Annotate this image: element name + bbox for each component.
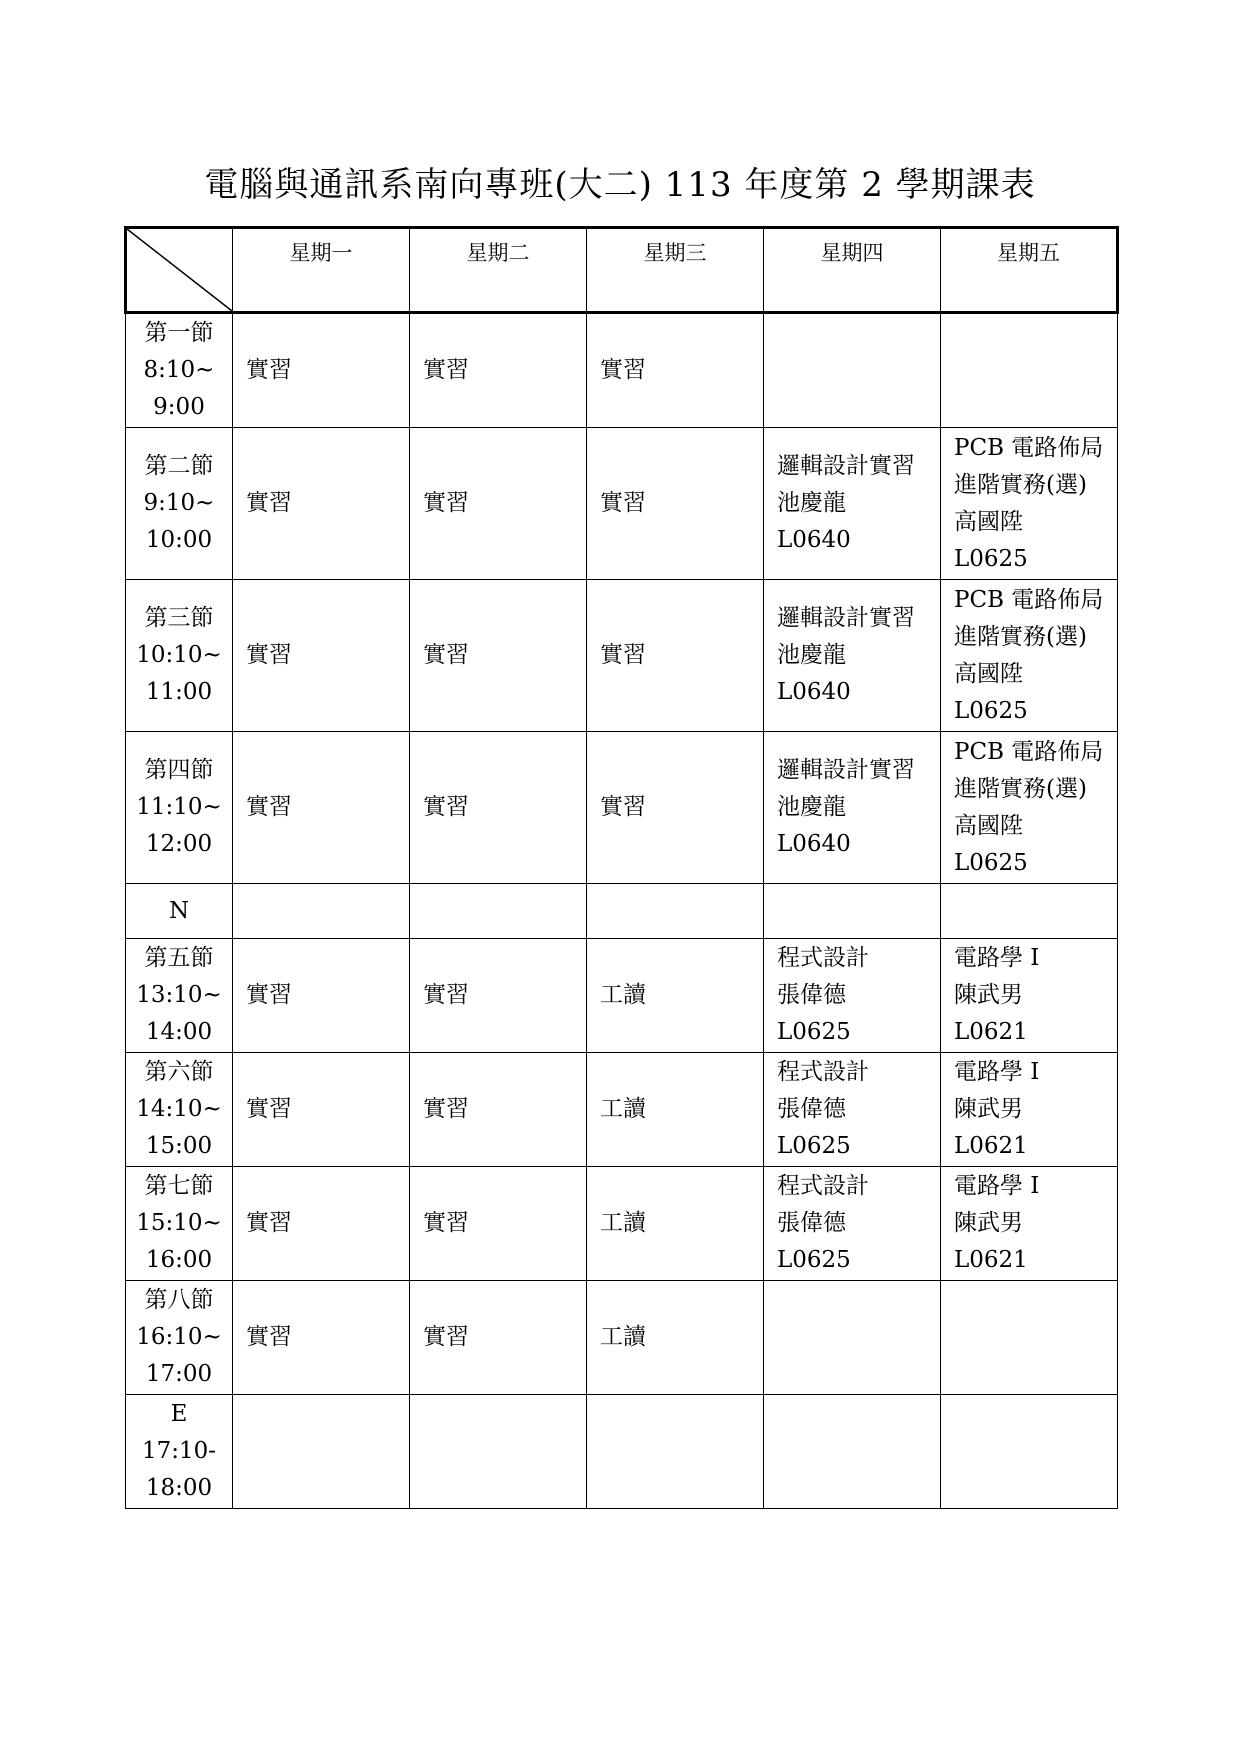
period-row	[126, 428, 1118, 580]
course-line: 邏輯設計實習	[777, 757, 915, 783]
period-label-cell	[126, 732, 233, 884]
course-line: 實習	[600, 490, 646, 516]
schedule-cell	[764, 884, 941, 939]
period-label-line: N	[168, 897, 190, 924]
period-label-cell	[126, 1053, 233, 1167]
course-line: 高國陞	[954, 508, 1023, 535]
course-line: 實習	[600, 642, 646, 668]
schedule-cell	[941, 1281, 1118, 1395]
period-label-line: 16:00	[145, 1247, 213, 1273]
course-line: L0625	[954, 545, 1028, 572]
period-row	[126, 884, 1118, 939]
page-title: 電腦與通訊系南向專班(大二) 113 年度第 2 學期課表	[204, 165, 1036, 205]
period-label-cell	[126, 1281, 233, 1395]
schedule-cell	[233, 580, 410, 732]
schedule-cell	[587, 1053, 764, 1167]
schedule-cell	[587, 732, 764, 884]
schedule-table	[124, 226, 1119, 1509]
period-label-line: E	[170, 1401, 188, 1427]
schedule-cell	[233, 1281, 410, 1395]
schedule-cell	[587, 1395, 764, 1509]
period-row	[126, 1281, 1118, 1395]
period-label-line: 17:00	[145, 1361, 213, 1387]
period-label-line: 9:10~	[143, 490, 215, 516]
schedule-cell	[587, 580, 764, 732]
header-row	[126, 228, 1118, 313]
course-line: L0625	[954, 849, 1028, 876]
course-line: L0625	[777, 1019, 851, 1045]
course-line: 高國陞	[954, 660, 1023, 687]
course-line: 實習	[423, 794, 469, 820]
course-line: 實習	[246, 1096, 292, 1122]
course-line: 實習	[600, 794, 646, 820]
period-row	[126, 1053, 1118, 1167]
course-line: 實習	[423, 1324, 469, 1350]
schedule-cell	[233, 1395, 410, 1509]
schedule-cell	[764, 1053, 941, 1167]
schedule-cell	[233, 884, 410, 939]
course-line: 實習	[246, 794, 292, 820]
course-line: PCB 電路佈局	[954, 586, 1104, 613]
schedule-cell	[941, 580, 1118, 732]
schedule-cell	[941, 732, 1118, 884]
course-line: 程式設計	[777, 945, 869, 971]
period-label-line: 10:00	[145, 527, 213, 553]
period-row	[126, 580, 1118, 732]
course-line: L0621	[954, 1133, 1028, 1159]
day-header: 星期五	[941, 228, 1118, 313]
day-header: 星期二	[410, 228, 587, 313]
course-line: 實習	[246, 357, 292, 383]
period-label-cell	[126, 939, 233, 1053]
period-label-line: 9:00	[153, 394, 205, 420]
course-line: 程式設計	[777, 1173, 869, 1199]
period-label-line: 第八節	[144, 1287, 214, 1313]
schedule-cell	[764, 428, 941, 580]
schedule-cell	[233, 939, 410, 1053]
period-label-line: 16:10~	[136, 1324, 222, 1350]
period-label-line: 11:10~	[136, 794, 222, 820]
schedule-cell	[587, 428, 764, 580]
schedule-cell	[941, 1167, 1118, 1281]
course-line: 實習	[600, 357, 646, 383]
course-line: 進階實務(選)	[954, 775, 1087, 802]
period-label-line: 11:00	[145, 679, 213, 705]
schedule-cell	[587, 1281, 764, 1395]
course-line: 實習	[423, 357, 469, 383]
day-header: 星期三	[587, 228, 764, 313]
schedule-cell	[410, 732, 587, 884]
schedule-cell	[941, 939, 1118, 1053]
period-label-cell	[126, 313, 233, 428]
course-line: PCB 電路佈局	[954, 434, 1104, 461]
course-line: L0625	[777, 1247, 851, 1273]
schedule-body	[126, 313, 1118, 1509]
course-line: L0621	[954, 1247, 1028, 1273]
course-line: 實習	[246, 982, 292, 1008]
schedule-cell	[410, 580, 587, 732]
course-line: 實習	[246, 1324, 292, 1350]
course-line: L0640	[777, 831, 851, 857]
schedule-cell	[764, 732, 941, 884]
schedule-cell	[764, 939, 941, 1053]
course-line: 進階實務(選)	[954, 471, 1087, 498]
course-line: 工讀	[600, 1210, 646, 1236]
course-line: 高國陞	[954, 812, 1023, 839]
period-label-line: 13:10~	[136, 982, 222, 1008]
course-line: 邏輯設計實習	[777, 605, 915, 631]
course-line: 陳武男	[954, 1096, 1023, 1122]
period-label-line: 12:00	[145, 831, 213, 857]
schedule-cell	[587, 313, 764, 428]
course-line: 程式設計	[777, 1059, 869, 1085]
schedule-cell	[410, 1053, 587, 1167]
schedule-cell	[233, 1053, 410, 1167]
period-label-line: 第五節	[144, 945, 214, 971]
corner-cell	[126, 228, 233, 313]
course-line: 池慶龍	[777, 794, 846, 820]
course-line: 邏輯設計實習	[777, 453, 915, 479]
day-header: 星期四	[764, 228, 941, 313]
schedule-cell	[587, 1167, 764, 1281]
schedule-cell	[941, 1053, 1118, 1167]
course-line: 池慶龍	[777, 490, 846, 516]
schedule-cell	[233, 1167, 410, 1281]
period-label-line: 第三節	[144, 605, 214, 631]
period-label-line: 14:10~	[136, 1096, 222, 1122]
schedule-cell	[410, 1281, 587, 1395]
period-label-line: 第二節	[144, 453, 214, 479]
course-line: 電路學 I	[954, 945, 1040, 971]
course-line: 張偉德	[777, 982, 846, 1008]
period-label-line: 第七節	[144, 1173, 214, 1199]
schedule-cell	[941, 313, 1118, 428]
schedule-cell	[764, 1395, 941, 1509]
course-line: 工讀	[600, 982, 646, 1008]
period-label-line: 15:10~	[136, 1210, 222, 1236]
schedule-cell	[587, 884, 764, 939]
course-line: 張偉德	[777, 1210, 846, 1236]
period-label-cell	[126, 1395, 233, 1509]
period-row	[126, 313, 1118, 428]
course-line: 工讀	[600, 1096, 646, 1122]
course-line: 進階實務(選)	[954, 623, 1087, 650]
course-line: PCB 電路佈局	[954, 738, 1104, 765]
period-label-line: 15:00	[145, 1133, 213, 1159]
period-label-cell	[126, 884, 233, 939]
course-line: 實習	[423, 642, 469, 668]
period-label-line: 8:10~	[143, 357, 215, 383]
period-label-line: 14:00	[145, 1019, 213, 1045]
period-row	[126, 1167, 1118, 1281]
period-label-line: 第六節	[144, 1059, 214, 1085]
schedule-cell	[941, 1395, 1118, 1509]
course-line: 陳武男	[954, 1210, 1023, 1236]
schedule-cell	[233, 428, 410, 580]
schedule-cell	[941, 884, 1118, 939]
course-line: 實習	[246, 642, 292, 668]
course-line: L0640	[777, 679, 851, 705]
period-label-line: 第四節	[144, 757, 214, 783]
course-line: 陳武男	[954, 982, 1023, 1008]
period-label-cell	[126, 428, 233, 580]
course-line: L0640	[777, 527, 851, 553]
period-row	[126, 732, 1118, 884]
schedule-cell	[410, 428, 587, 580]
course-line: 實習	[423, 490, 469, 516]
course-line: 電路學 I	[954, 1173, 1040, 1199]
course-line: 實習	[423, 1096, 469, 1122]
course-line: L0625	[777, 1133, 851, 1159]
course-line: L0621	[954, 1019, 1028, 1045]
period-label-line: 17:10-	[141, 1438, 217, 1464]
course-line: 實習	[246, 490, 292, 516]
schedule-cell	[410, 313, 587, 428]
period-label-line: 10:10~	[136, 642, 222, 668]
period-label-line: 第一節	[144, 320, 214, 346]
course-line: 實習	[423, 982, 469, 1008]
schedule-cell	[764, 313, 941, 428]
course-line: 實習	[246, 1210, 292, 1236]
schedule-cell	[764, 580, 941, 732]
schedule-cell	[233, 313, 410, 428]
period-label-line: 18:00	[145, 1475, 213, 1501]
period-row	[126, 1395, 1118, 1509]
course-line: 工讀	[600, 1324, 646, 1350]
schedule-cell	[410, 1167, 587, 1281]
schedule-cell	[587, 939, 764, 1053]
schedule-cell	[410, 939, 587, 1053]
schedule-cell	[764, 1167, 941, 1281]
schedule-cell	[941, 428, 1118, 580]
schedule-cell	[410, 884, 587, 939]
schedule-cell	[764, 1281, 941, 1395]
period-label-cell	[126, 580, 233, 732]
course-line: 張偉德	[777, 1096, 846, 1122]
period-label-cell	[126, 1167, 233, 1281]
course-line: 實習	[423, 1210, 469, 1236]
course-line: L0625	[954, 697, 1028, 724]
day-header: 星期一	[233, 228, 410, 313]
course-line: 池慶龍	[777, 642, 846, 668]
schedule-cell	[233, 732, 410, 884]
period-row	[126, 939, 1118, 1053]
course-line: 電路學 I	[954, 1059, 1040, 1085]
schedule-cell	[410, 1395, 587, 1509]
diagonal-divider-icon	[127, 229, 232, 311]
